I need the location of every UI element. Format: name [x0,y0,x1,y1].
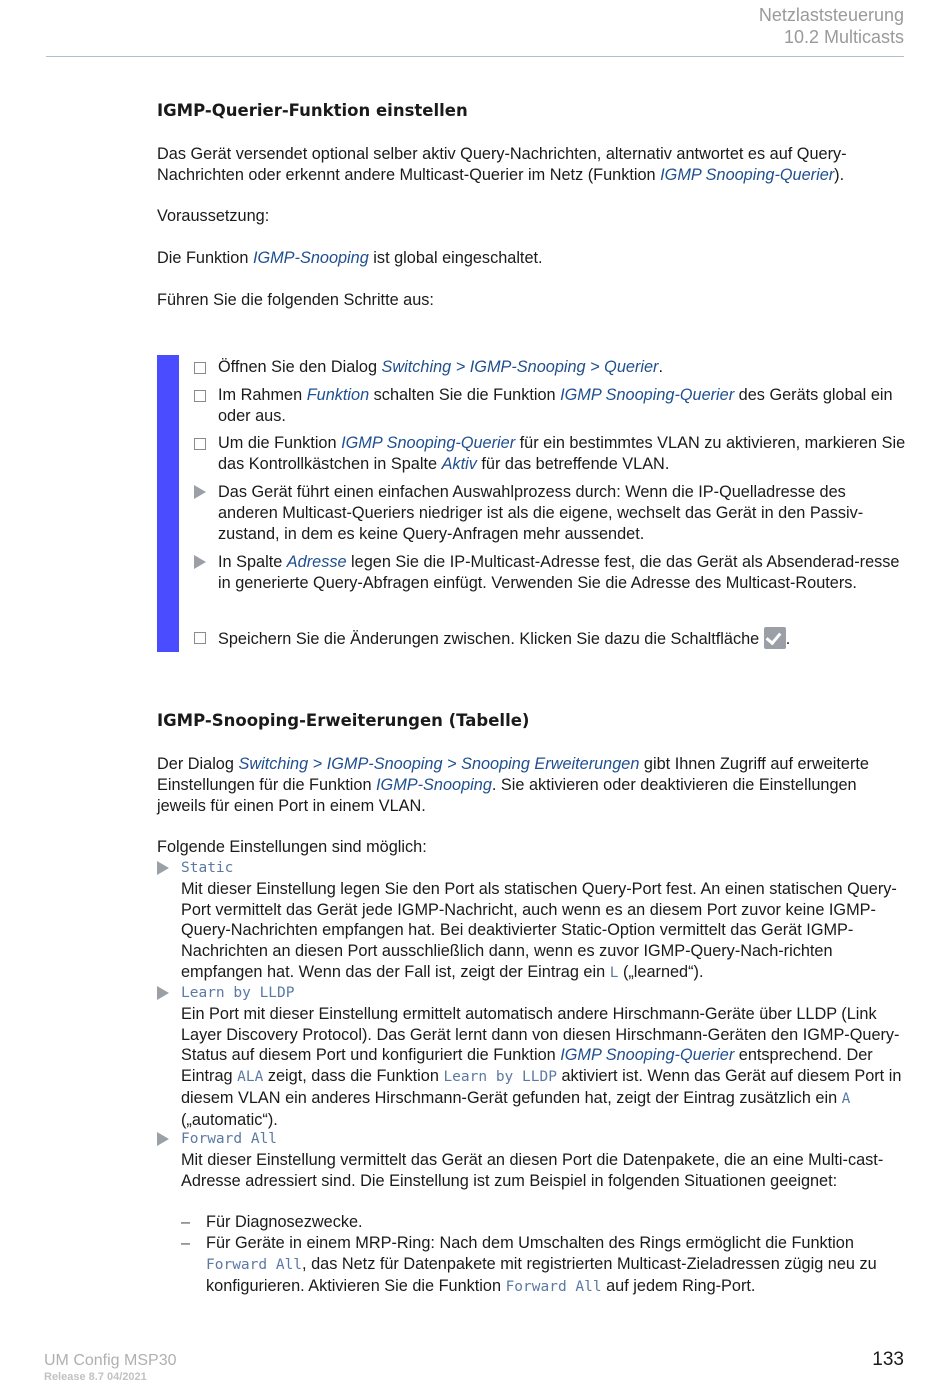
steps-intro: Führen Sie die folgenden Schritte aus: [157,291,434,309]
code-text: Forward All [206,1256,303,1273]
link-igmp-snooping-querier[interactable]: IGMP Snooping-Querier [560,386,735,404]
text: Das Gerät führt einen einfachen Auswahlprozess durch: Wenn die IP-Quelladresse des anderen Multicast-Queriers niedriger ist als die eigene, wechselt das Gerät in den Passiv-zustand, in dem es keine Query-Anfragen mehr aussendet. [218,483,864,543]
text: Mit dieser Einstellung legen Sie den Port als statischen Query-Port fest. An einen statischen Query-Port vermittelt das Gerät jede IGMP-Nachricht, auch wenn es an diesem Port zuvor keine IGMP-Query-Nachrichten empfangen hat. Bei deaktivierter Static-Option vermittelt das Gerät IGMP-Nachrichten an diesen Port ausschließlich dann, wenn es zuvor IGMP-Query-Nach-richten empfangen hat. Wenn das der Fall ist, zeigt der Eintrag ein [181,879,897,981]
link-funktion[interactable]: Funktion [306,386,370,404]
text: . [785,630,791,648]
text: In Spalte [218,553,287,571]
text: für das betreffende VLAN. [476,454,670,473]
link-igmp-snooping[interactable]: IGMP-Snooping [376,775,492,794]
text: des Geräts global ein oder aus. [218,386,893,425]
checkbox-icon [194,362,206,374]
checkmark-icon[interactable] [764,627,786,649]
prerequisite-label: Voraussetzung: [157,207,270,225]
text: Die Funktion [157,249,253,267]
querier-intro [157,144,907,186]
arrow-right-icon [194,555,206,569]
text: zeigt, dass die Funktion [263,1067,444,1086]
arrow-right-icon [157,1132,169,1146]
arrow-right-icon [194,485,206,499]
text: . Sie aktivieren oder deaktivieren die Einstellungen jeweils für einen Port in einem VLAN. [157,775,857,815]
option-name: Static [181,860,234,876]
text: für ein bestimmtes VLAN zu aktivieren, markieren Sie das Kontrollkästchen in Spalte [218,434,906,473]
options-label: Folgende Einstellungen sind möglich: [157,838,427,856]
text: Der Dialog [157,755,239,773]
arrow-right-icon [157,861,169,875]
checkbox-icon [194,438,206,450]
dash: – [181,1213,191,1231]
link-igmp-snooping[interactable]: IGMP-Snooping [252,249,369,267]
text: schalten Sie die Funktion [369,386,561,404]
text: . [658,358,663,376]
option-name: Forward All [181,1131,278,1147]
option-description [181,1004,907,1131]
code-text: ALA [237,1069,264,1086]
option-description: Mit dieser Einstellung vermittelt das Gerät an diesen Port die Datenpakete, die an eine Multi-cast-Adresse adressiert sind. Die Einstellung ist zum Beispiel in folgenden Situationen geeignet: [181,1150,884,1190]
page-number: 133 [872,1349,904,1370]
code-text: Forward All [505,1278,602,1295]
link-aktiv[interactable]: Aktiv [441,454,477,473]
text: („automatic“). [181,1110,278,1129]
dash: – [181,1234,191,1252]
section-heading-querier: IGMP-Querier-Funktion einstellen [157,101,468,120]
option-name: Learn by LLDP [181,985,295,1001]
text: gibt Ihnen Zugriff auf erweiterte Einstellungen für die Funktion [157,755,869,794]
text: Um die Funktion [218,434,342,452]
header-divider [46,56,904,57]
link-igmp-snooping-querier[interactable]: IGMP Snooping-Querier [660,165,835,184]
prerequisite-text [157,248,907,269]
text: aktiviert ist. Wenn das Gerät auf diesem Port in diesem VLAN ein anderes Hirschmann-Gerät gefunden hat, zeigt der Eintrag zusätzlich ein [181,1067,902,1107]
text: , das Netz für Datenpakete mit registrierten Multicast-Zieladressen zügig neu zu konfigurieren. Aktivieren Sie die Funktion [206,1254,877,1295]
text: Für Geräte in einem MRP-Ring: Nach dem Umschalten des Rings ermöglicht die Funktion [206,1234,854,1252]
text: legen Sie die IP-Multicast-Adresse fest, die das Gerät als Absenderad-resse in generierte Query-Abfragen einfügt. Verwenden Sie die Adresse des Multicast-Routers. [218,553,900,592]
footer-release: Release 8.7 04/2021 [44,1371,147,1383]
text: ). [834,165,845,184]
text: Speichern Sie die Änderungen zwischen. Klicken Sie dazu die Schaltfläche [218,630,764,648]
code-text: Learn by LLDP [443,1069,557,1086]
checkbox-icon [194,632,206,644]
text: Für Diagnosezwecke. [206,1213,363,1231]
link-querier-dialog[interactable]: Switching > IGMP-Snooping > Querier [381,358,659,376]
text: ist global eingeschaltet. [368,249,543,267]
header-section: 10.2 Multicasts [783,27,904,47]
code-text: A [841,1090,851,1107]
link-snooping-extensions-dialog[interactable]: Switching > IGMP-Snooping > Snooping Erweiterungen [238,755,640,773]
link-igmp-snooping-querier[interactable]: IGMP Snooping-Querier [341,434,516,452]
steps-marker-bar [157,355,179,652]
link-igmp-snooping-querier[interactable]: IGMP Snooping-Querier [560,1046,735,1065]
text: („learned“). [618,962,704,981]
extensions-intro [157,754,907,816]
checkbox-icon [194,390,206,402]
option-description [181,879,907,984]
footer-title: UM Config MSP30 [44,1352,177,1369]
text: Im Rahmen [218,386,307,404]
link-adresse[interactable]: Adresse [286,553,347,571]
running-header [759,4,904,48]
header-chapter: Netzlaststeuerung [758,5,904,25]
arrow-right-icon [157,986,169,1000]
footer-document-info [44,1352,177,1384]
text: auf jedem Ring-Port. [601,1276,756,1295]
section-heading-snooping-extensions: IGMP-Snooping-Erweiterungen (Tabelle) [157,711,530,730]
text: entsprechend. Der Eintrag [181,1046,873,1086]
code-text: L [609,964,619,981]
text: Das Gerät versendet optional selber aktiv Query-Nachrichten, alternativ antwortet es auf Query-Nachrichten oder erkennt andere Multicast-Querier im Netz (Funktion [157,145,847,184]
text: Ein Port mit dieser Einstellung ermittelt automatisch andere Hirschmann-Geräte über LLDP (Link Layer Discovery Protocol). Das Gerät lernt dann von diesen Hirschmann-Geräten den IGMP-Query-Status auf diesem Port und konfiguriert die Funktion [181,1004,900,1065]
text: Öffnen Sie den Dialog [218,358,382,376]
